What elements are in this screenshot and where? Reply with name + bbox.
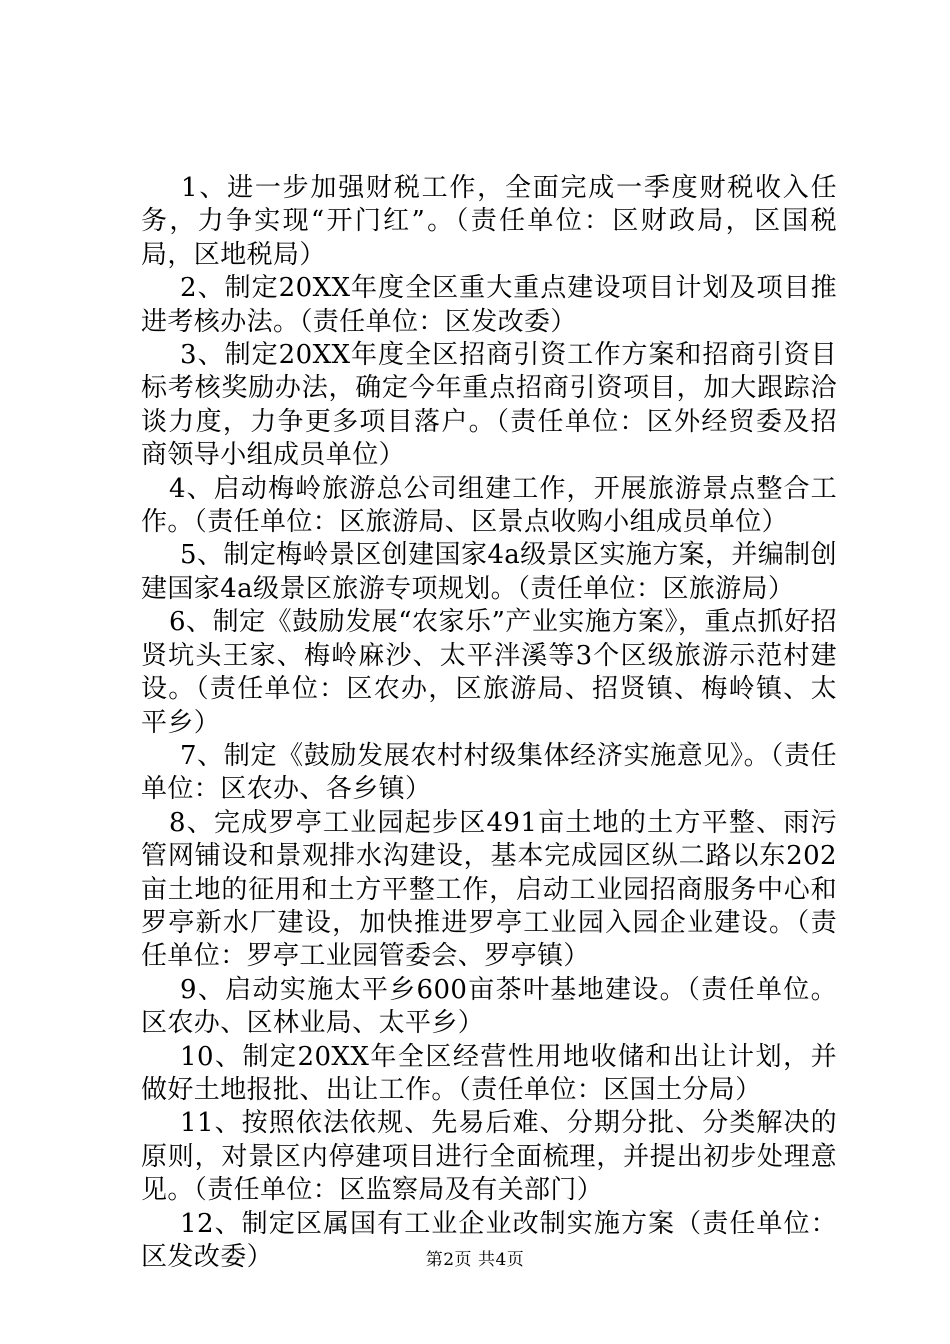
paragraph-item-1: 1、进一步加强财税工作，全面完成一季度财税收入任务，力争实现“开门红”。（责任单位：区财政局，区国税局，区地税局） <box>141 173 837 270</box>
paragraph-item-8: 8、完成罗亭工业园起步区491亩土地的土方平整、雨污管网铺设和景观排水沟建设，基本完成园区纵二路以东202亩土地的征用和土方平整工作，启动工业园招商服务中心和罗亭新水厂建设，加快推进罗亭工业园入园企业建设。（责任单位：罗亭工业园管委会、罗亭镇） <box>141 807 837 972</box>
paragraph-item-6: 6、制定《鼓励发展“农家乐”产业实施方案》，重点抓好招贤坑头王家、梅岭麻沙、太平泮溪等3个区级旅游示范村建设。（责任单位：区农办，区旅游局、招贤镇、梅岭镇、太平乡） <box>141 607 837 738</box>
paragraph-item-5: 5、制定梅岭景区创建国家4a级景区实施方案，并编制创建国家4a级景区旅游专项规划。（责任单位：区旅游局） <box>141 540 837 604</box>
paragraph-item-9: 9、启动实施太平乡600亩茶叶基地建设。（责任单位。区农办、区林业局、太平乡） <box>141 974 837 1039</box>
page-number-footer: 第2页 共4页 <box>425 1250 525 1270</box>
paragraph-item-4: 4、启动梅岭旅游总公司组建工作，开展旅游景点整合工作。（责任单位：区旅游局、区景点收购小组成员单位） <box>141 473 837 538</box>
paragraph-item-12: 12、制定区属国有工业企业改制实施方案（责任单位：区发改委） <box>141 1208 837 1272</box>
paragraph-item-3: 3、制定20XX年度全区招商引资工作方案和招商引资目标考核奖励办法，确定今年重点招商引资项目，加大跟踪洽谈力度，力争更多项目落户。（责任单位：区外经贸委及招商领导小组成员单位） <box>141 340 837 471</box>
paragraph-item-2: 2、制定20XX年度全区重大重点建设项目计划及项目推进考核办法。（责任单位：区发改委） <box>141 273 837 337</box>
paragraph-item-7: 7、制定《鼓励发展农村村级集体经济实施意见》。（责任单位：区农办、各乡镇） <box>141 740 837 805</box>
paragraph-item-10: 10、制定20XX年全区经营性用地收储和出让计划，并做好土地报批、出让工作。（责任单位：区国土分局） <box>141 1041 837 1105</box>
paragraph-item-11: 11、按照依法依规、先易后难、分期分批、分类解决的原则，对景区内停建项目进行全面梳理，并提出初步处理意见。（责任单位：区监察局及有关部门） <box>141 1108 837 1206</box>
document-body <box>141 172 837 1274</box>
